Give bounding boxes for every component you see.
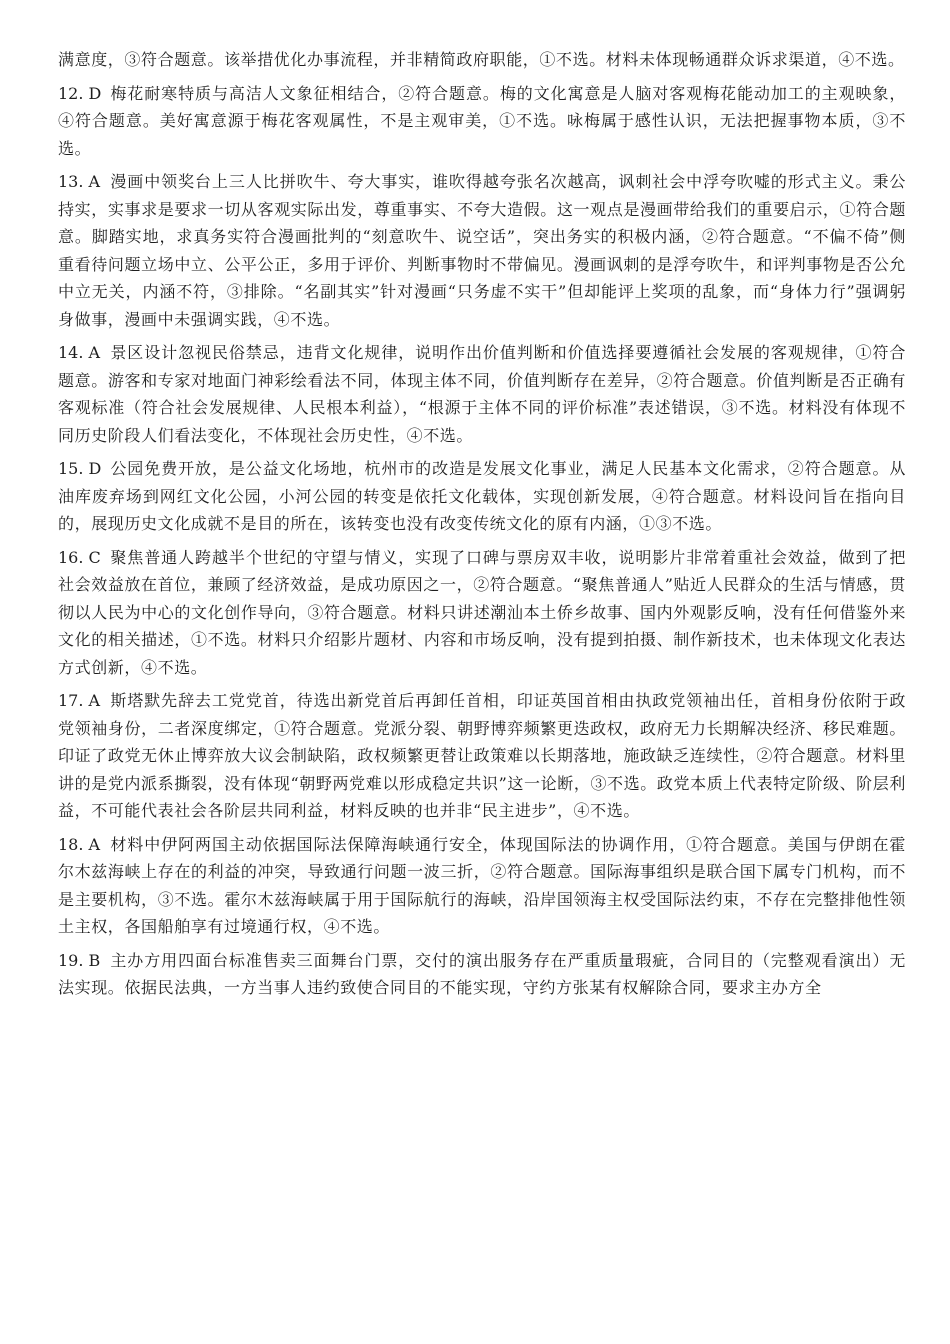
paragraph-text: 主办方用四面台标准售卖三面舞台门票，交付的演出服务存在严重质量瑕疵，合同目的（完整观看演出）无法实现。依据民法典，一方当事人违约致使合同目的不能实现，守约方张某有权解除合同，要求主办方全 [58,950,906,997]
question-number: 18. A [58,834,101,854]
question-number: 13. A [58,172,101,191]
paragraph-text: 聚焦普通人跨越半个世纪的守望与情义，实现了口碑与票房双丰收，说明影片非常着重社会效益，做到了把社会效益放在首位，兼顾了经济效益，是成功原因之一，②符合题意。“聚焦普通人”贴近人民群众的生活与情感，贯彻以人民为中心的文化创作导向，③符合题意。材料只讲述潮汕本土侨乡故事、国内外观影反响，没有任何借鉴外来文化的相关描述，①不选。材料只介绍影片题材、内容和市场反响，没有提到拍摄、制作新技术，也未体现文化表达方式创新，④不选。 [58,547,906,677]
paragraph-text: 景区设计忽视民俗禁忌，违背文化规律，说明作出价值判断和价值选择要遵循社会发展的客观规律，①符合题意。游客和专家对地面门神彩绘看法不同，体现主体不同，价值判断存在差异，②符合题意。价值判断是否正确有客观标准（符合社会发展规律、人民根本利益），“根源于主体不同的评价标准”表述错误，③不选。材料没有体现不同历史阶段人们看法变化，不体现社会历史性，④不选。 [58,343,906,445]
paragraph-text: 斯塔默先辞去工党党首，待选出新党首后再卸任首相，印证英国首相由执政党领袖出任，首相身份依附于政党领袖身份，二者深度绑定，①符合题意。党派分裂、朝野博弈频繁更迭政权，政府无力长期解决经济、移民难题。印证了政党无休止博弈放大议会制缺陷，政权频繁更替让政策难以长期落地，施政缺乏连续性，②符合题意。材料里讲的是党内派系撕裂，没有体现“朝野两党难以形成稳定共识”这一论断，③不选。政党本质上代表特定阶级、阶层利益，不可能代表社会各阶层共同利益，材料反映的也并非“民主进步”，④不选。 [58,691,906,820]
paragraph-text: 公园免费开放，是公益文化场地，杭州市的改造是发展文化事业，满足人民基本文化需求，②符合题意。从油库废弃场到网红文化公园，小河公园的转变是依托文化载体，实现创新发展，④符合题意。材料设问旨在指向目的，展现历史文化成就不是目的所在，该转变也没有改变传统文化的原有内涵，①③不选。 [58,459,906,533]
question-number: 17. A [58,691,101,710]
answer-12 [58,80,906,163]
answer-18 [58,831,906,941]
paragraph-text: 材料中伊阿两国主动依据国际法保障海峡通行安全，体现国际法的协调作用，①符合题意。美国与伊朗在霍尔木兹海峡上存在的利益的冲突，导致通行问题一波三折，②符合题意。国际海事组织是联合国下属专门机构，而不是主要机构，③不选。霍尔木兹海峡属于用于国际航行的海峡，沿岸国领海主权受国际法约束，不存在完整排他性领土主权，各国船舶享有过境通行权，④不选。 [58,834,906,936]
answer-13 [58,168,906,333]
paragraph-text: 漫画中领奖台上三人比拼吹牛、夸大事实，谁吹得越夸张名次越高，讽刺社会中浮夸吹嘘的形式主义。秉公持实，实事求是要求一切从客观实际出发，尊重事实、不夸大造假。这一观点是漫画带给我们的重要启示，①符合题意。脚踏实地，求真务实符合漫画批判的“刻意吹牛、说空话”，突出务实的积极内涵，②符合题意。“不偏不倚”侧重看待问题立场中立、公平公正，多用于评价、判断事物时不带偏见。漫画讽刺的是浮夸吹牛，和评判事物是否公允中立无关，内涵不符，③排除。“名副其实”针对漫画“只务虚不实干”但却能评上奖项的乱象，而“身体力行”强调躬身做事，漫画中未强调实践，④不选。 [58,172,906,329]
paragraph-text: 满意度，③符合题意。该举措优化办事流程，并非精简政府职能，①不选。材料未体现畅通群众诉求渠道，④不选。 [58,50,905,69]
question-number: 14. A [58,343,101,362]
answer-17 [58,687,906,825]
answer-explanation-page [58,46,906,1008]
answer-15 [58,455,906,538]
answer-14 [58,339,906,449]
question-number: 19. B [58,950,101,970]
question-number: 12. D [58,83,102,103]
answer-16 [58,544,906,682]
answer-19 [58,947,906,1002]
question-number: 15. D [58,459,102,478]
question-number: 16. C [58,547,101,567]
paragraph-text: 梅花耐寒特质与高洁人文象征相结合，②符合题意。梅的文化寓意是人脑对客观梅花能动加工的主观映象，④符合题意。美好寓意源于梅花客观属性，不是主观审美，①不选。咏梅属于感性认识，无法把握事物本质，③不选。 [58,83,906,158]
paragraph-11-continued [58,46,906,74]
